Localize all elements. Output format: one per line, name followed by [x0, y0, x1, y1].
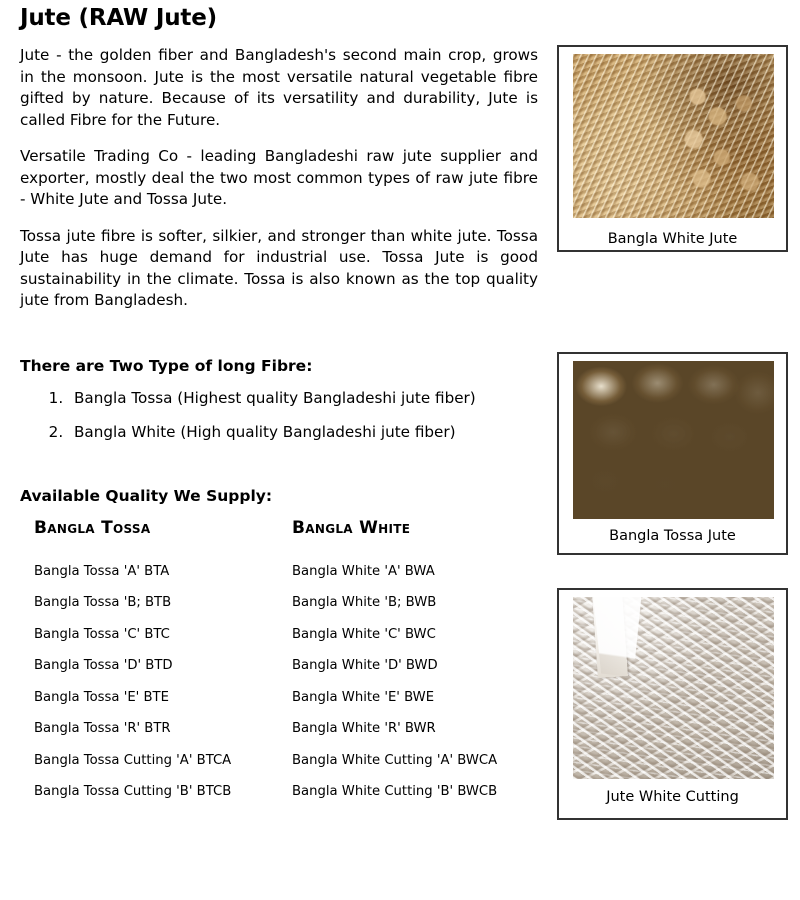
quality-item: Bangla White Cutting 'B' BWCB	[292, 784, 498, 800]
quality-item: Bangla White 'A' BWA	[292, 563, 435, 579]
page-title: Jute (RAW Jute)	[20, 5, 217, 31]
quality-item: Bangla White 'D' BWD	[292, 658, 438, 674]
tossa-coil-texture	[573, 361, 774, 519]
long-fibre-heading: There are Two Type of long Fibre:	[20, 356, 313, 375]
list-item: 2. Bangla White (High quality Bangladeshi jute fiber)	[68, 422, 538, 444]
article-content	[20, 5, 540, 800]
quality-item: Bangla Tossa 'D' BTD	[34, 658, 173, 674]
photo-jute-white-cutting	[573, 597, 774, 779]
white-cutting-texture	[573, 597, 774, 779]
quality-item: Bangla Tossa Cutting 'B' BTCB	[34, 784, 232, 800]
intro-paragraph-1: Jute - the golden fiber and Bangladesh's second main crop, grows in the monsoon. Jute is the most versatile natural vegetable fibre gifted by nature. Because of its versatility and durability, Jute is called Fibre for the Future.	[20, 46, 538, 129]
quality-item: Bangla White Cutting 'A' BWCA	[292, 752, 498, 768]
quality-column-header: Bangla Tossa	[34, 517, 151, 538]
quality-item: Bangla White 'R' BWR	[292, 721, 436, 737]
photo-bangla-white-jute	[573, 54, 774, 218]
list-item: 1. Bangla Tossa (Highest quality Bangladeshi jute fiber)	[68, 388, 538, 410]
quality-item: Bangla White 'E' BWE	[292, 689, 435, 705]
figure-bangla-white-jute	[557, 45, 788, 252]
available-quality-heading: Available Quality We Supply:	[20, 486, 273, 505]
figure-caption: Bangla White Jute	[607, 231, 738, 247]
quality-item: Bangla White 'C' BWC	[292, 626, 436, 642]
quality-item: Bangla Tossa 'E' BTE	[34, 689, 169, 705]
jute-fibre-texture	[573, 54, 774, 218]
intro-paragraph-3: Tossa jute fibre is softer, silkier, and stronger than white jute. Tossa Jute has huge demand for industrial use. Tossa Jute is good sustainability in the climate. Tossa is also known as the top quality jute from Bangladesh.	[20, 226, 538, 310]
quality-column-bangla-white	[292, 518, 532, 814]
photo-bangla-tossa-jute	[573, 361, 774, 519]
figure-caption: Bangla Tossa Jute	[609, 528, 736, 544]
long-fibre-list	[20, 388, 538, 444]
quality-item: Bangla White 'B; BWB	[292, 595, 437, 611]
figure-bangla-tossa-jute	[557, 352, 788, 555]
cutting-strip-highlight	[592, 597, 628, 678]
quality-item: Bangla Tossa 'A' BTA	[34, 563, 170, 579]
quality-item: Bangla Tossa Cutting 'A' BTCA	[34, 752, 232, 768]
quality-item: Bangla Tossa 'C' BTC	[34, 626, 170, 642]
quality-column-header: Bangla White	[292, 517, 411, 538]
intro-paragraph-2: Versatile Trading Co - leading Bangladeshi raw jute supplier and exporter, mostly deal the two most common types of raw jute fibre - White Jute and Tossa Jute.	[20, 147, 538, 209]
quality-column-bangla-tossa	[34, 518, 284, 814]
quality-item: Bangla Tossa 'R' BTR	[34, 721, 171, 737]
quality-item: Bangla Tossa 'B; BTB	[34, 595, 172, 611]
figure-caption: Jute White Cutting	[606, 789, 739, 805]
figure-jute-white-cutting	[557, 588, 788, 820]
